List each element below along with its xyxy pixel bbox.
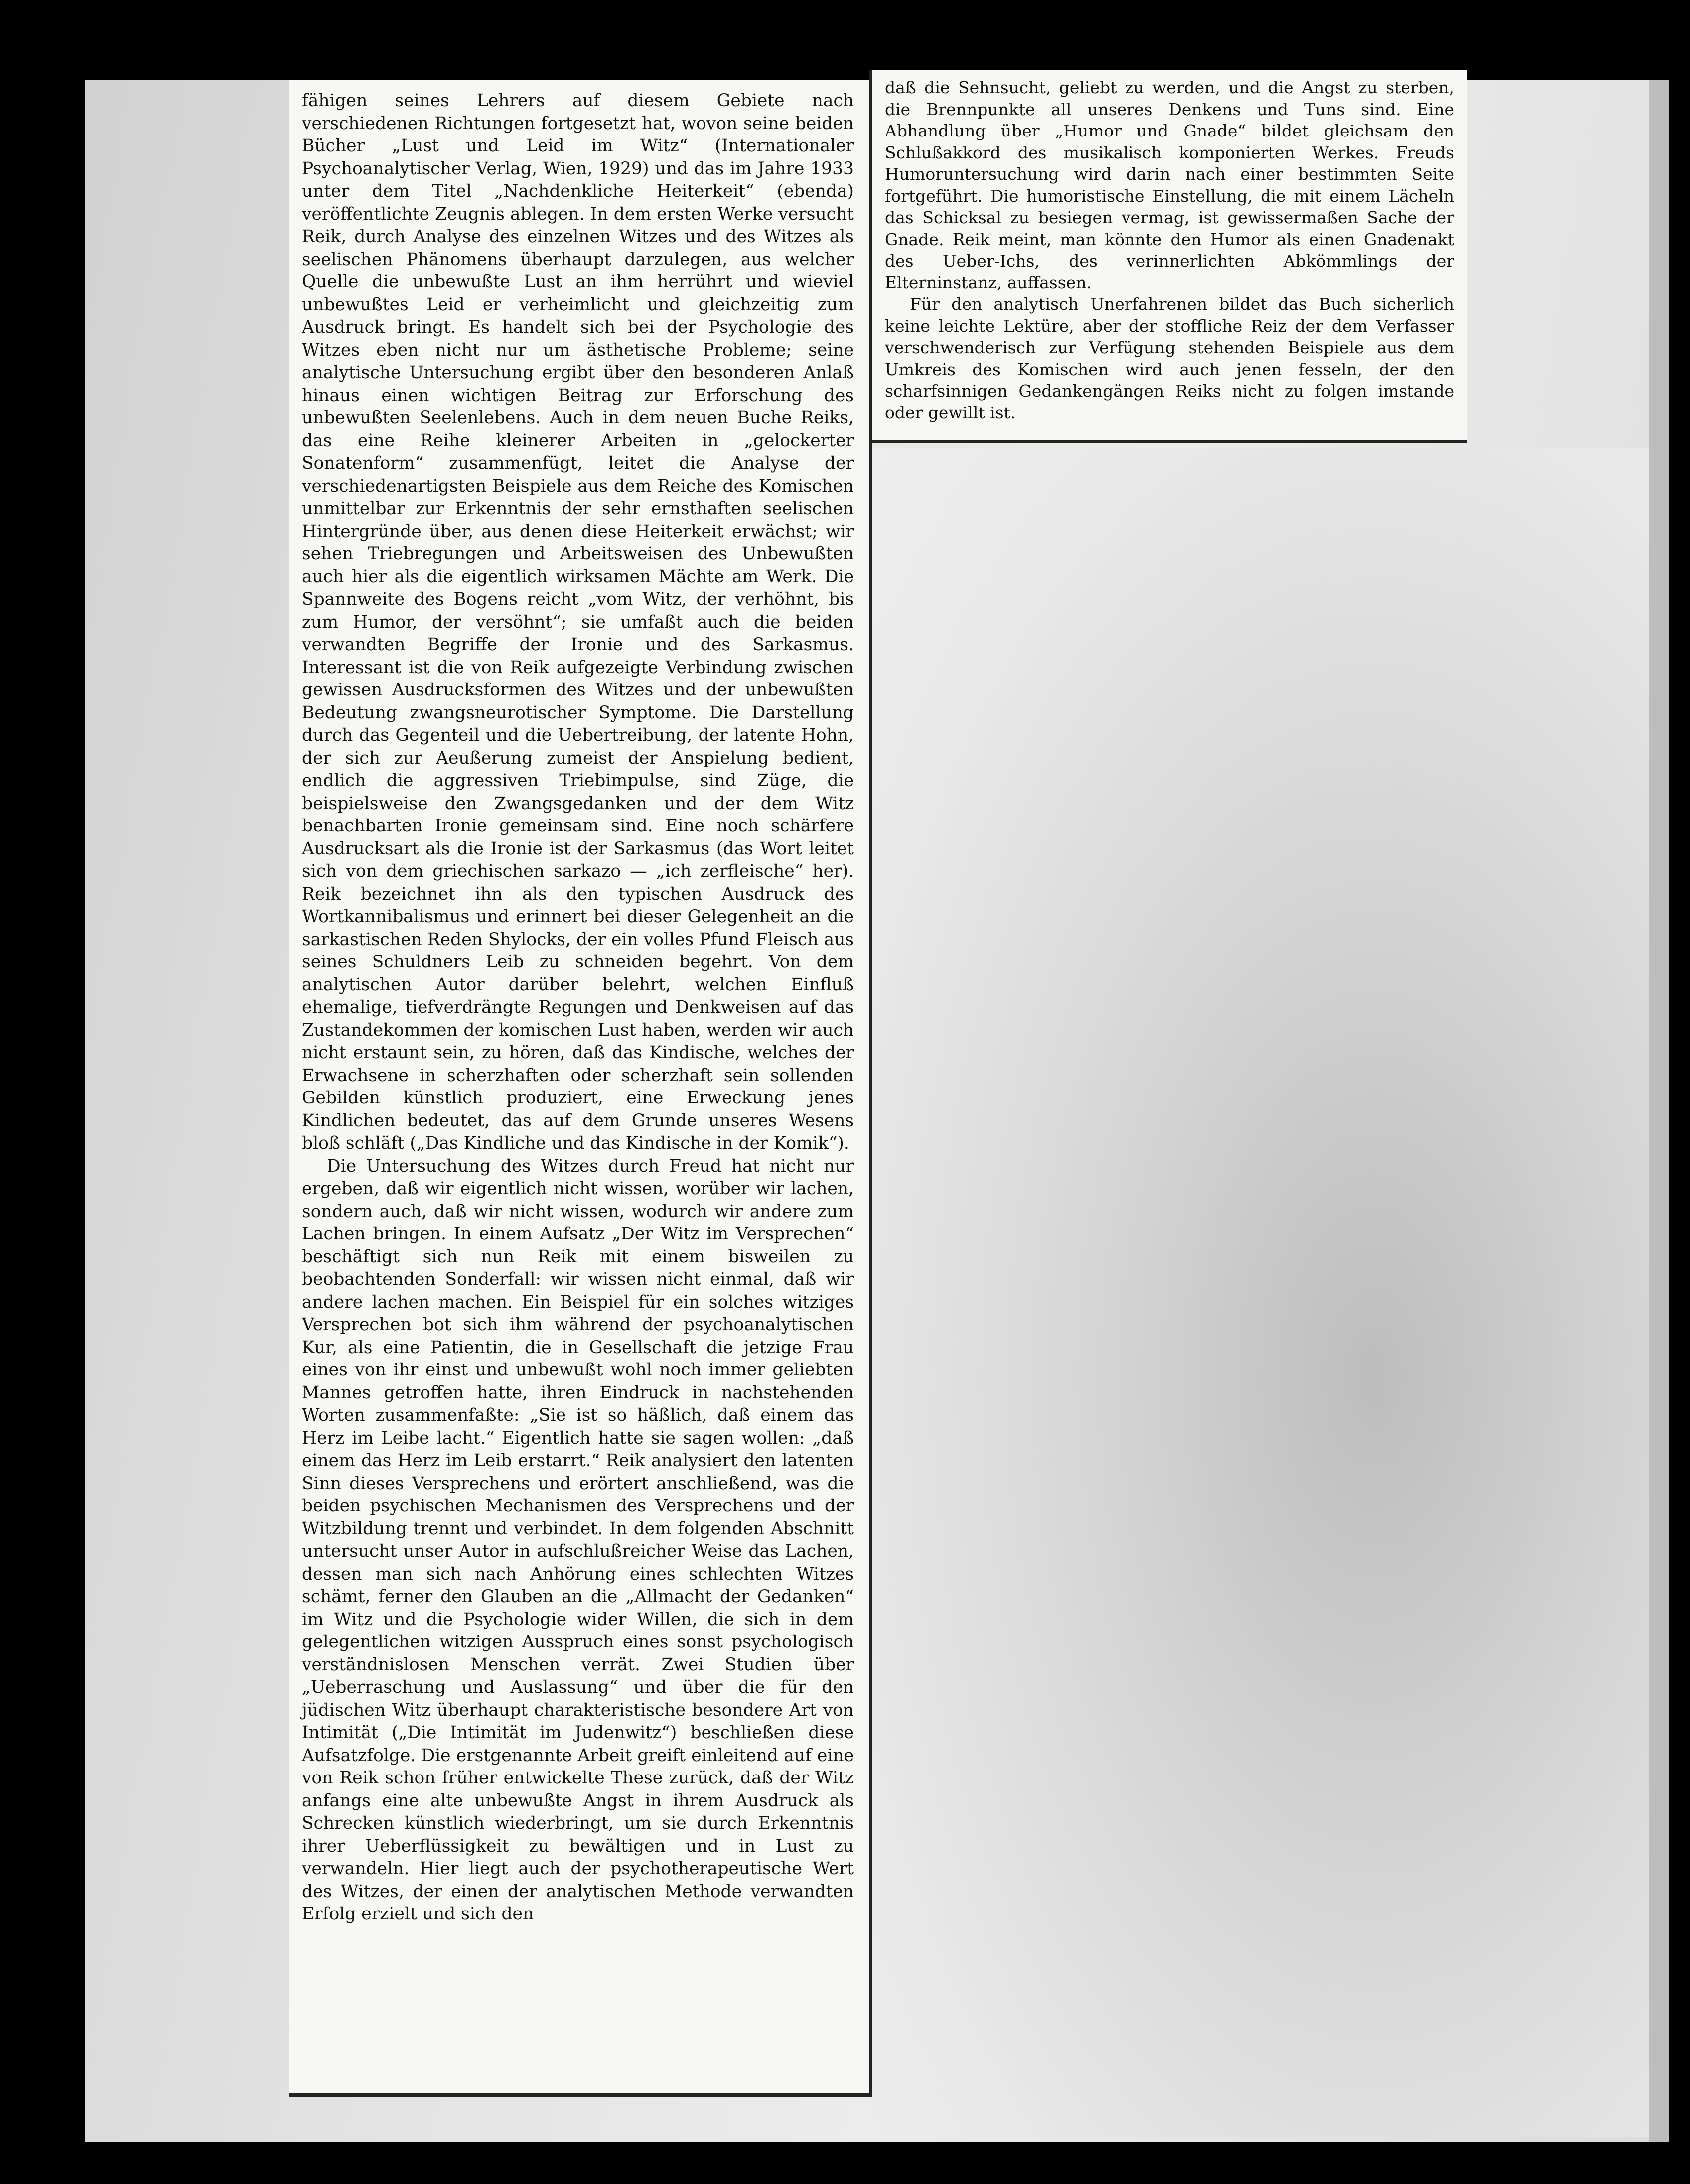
article-paragraph: fähigen seines Lehrers auf diesem Gebiete nach verschiedenen Richtungen fortgesetzt hat, wovon seine beiden Bücher „Lust und Leid im Witz“ (Internationaler Psychoanalytischer Verlag, Wien, 1929) und das im Jahre 1933 unter dem Titel „Nachdenkliche Heiterkeit“ (ebenda) veröffentlichte Zeugnis ablegen. In dem ersten Werke versucht Reik, durch Analyse des einzelnen Witzes und des Witzes als seelischen Phänomens überhaupt darzulegen, aus welcher Quelle die unbewußte Lust an ihm herrührt und wieviel unbewußtes Leid er verheimlicht und gleichzeitig zum Ausdruck bringt. Es handelt sich bei der Psychologie des Witzes eben nicht nur um ästhetische Probleme; seine analytische Untersuchung ergibt über den besonderen Anlaß hinaus einen wichtigen Beitrag zur Erforschung des unbewußten Seelenlebens. Auch in dem neuen Buche Reiks, das eine Reihe kleinerer Arbeiten in „gelockerter Sonatenform“ zusammenfügt, leitet die Analyse der verschiedenartigsten Beispiele aus dem Reiche des Komischen unmittelbar zur Erkenntnis der sehr ernsthaften seelischen Hintergründe über, aus denen diese Heiterkeit erwächst; wir sehen Triebregungen und Arbeitsweisen des Unbewußten auch hier als die eigentlich wirksamen Mächte am Werk. Die Spannweite des Bogens reicht „vom Witz, der verhöhnt, bis zum Humor, der versöhnt“; sie umfaßt auch die beiden verwandten Begriffe der Ironie und des Sarkasmus. Interessant ist die von Reik aufgezeigte Verbindung zwischen gewissen Ausdrucksformen des Witzes und der unbewußten Bedeutung zwangsneurotischer Symptome. Die Darstellung durch das Gegenteil und die Uebertreibung, der latente Hohn, der sich zur Aeußerung zumeist der Anspielung bedient, endlich die aggressiven Triebimpulse, sind Züge, die beispielsweise den Zwangsgedanken und der dem Witz benachbarten Ironie gemeinsam sind. Eine noch schärfere Ausdrucksart als die Ironie ist der Sarkasmus (das Wort leitet sich von dem griechischen sarkazo — „ich zerfleische“ her). Reik bezeichnet ihn als den typischen Ausdruck des Wortkannibalismus und erinnert bei dieser Gelegenheit an die sarkastischen Reden Shylocks, der ein volles Pfund Fleisch aus seines Schuldners Leib zu schneiden begehrt. Von dem analytischen Autor darüber belehrt, welchen Einfluß ehemalige, tiefverdrängte Regungen und Denkweisen auf das Zustandekommen der komischen Lust haben, werden wir auch nicht erstaunt sein, zu hören, daß das Kindische, welches der Erwachsene in scherzhaften oder scherzhaft sein sollenden Gebilden künstlich produziert, eine Erweckung jenes Kindlichen bedeutet, das auf dem Grunde unseres Wesens bloß schläft („Das Kindliche und das Kindische in der Komik“).: [302, 91, 854, 1153]
mount-board-blank-area: [862, 448, 1649, 2137]
article-paragraph: Die Untersuchung des Witzes durch Freud hat nicht nur ergeben, daß wir eigentlich nicht wissen, worüber wir lachen, sondern auch, daß wir nicht wissen, wodurch wir andere zum Lachen bringen. In einem Aufsatz „Der Witz im Versprechen“ beschäftigt sich nun Reik mit einem bisweilen zu beobachtenden Sonderfall: wir wissen nicht einmal, daß wir andere lachen machen. Ein Beispiel für ein solches witziges Versprechen bot sich ihm während der psychoanalytischen Kur, als eine Patientin, die in Gesellschaft die jetzige Frau eines von ihr einst und unbewußt wohl noch immer geliebten Mannes getroffen hatte, ihren Eindruck in nachstehenden Worten zusammenfaßte: „Sie ist so häßlich, daß einem das Herz im Leibe lacht.“ Eigentlich hatte sie sagen wollen: „daß einem das Herz im Leib erstarrt.“ Reik analysiert den latenten Sinn dieses Versprechens und erörtert anschließend, was die beiden psychischen Mechanismen des Versprechens und der Witzbildung trennt und verbindet. In dem folgenden Abschnitt untersucht unser Autor in aufschlußreicher Weise das Lachen, dessen man sich nach Anhörung eines schlechten Witzes schämt, ferner den Glauben an die „Allmacht der Gedanken“ im Witz und die Psychologie wider Willen, die sich in dem gelegentlichen witzigen Ausspruch eines sonst psychologisch verständnislosen Menschen verrät. Zwei Studien über „Ueberraschung und Auslassung“ und über die für den jüdischen Witz überhaupt charakteristische besondere Art von Intimität („Die Intimität im Judenwitz“) beschließen diese Aufsatzfolge. Die erstgenannte Arbeit greift einleitend auf eine von Reik schon früher entwickelte These zurück, daß der Witz anfangs eine alte unbewußte Angst in ihrem Ausdruck als Schrecken künstlich wiederbringt, um sie durch Erkenntnis ihrer Ueberflüssigkeit zu bewältigen und in Lust zu verwandeln. Hier liegt auch der psychotherapeutische Wert des Witzes, der einen der analytischen Methode verwandten Erfolg erzielt und sich den: [302, 1156, 854, 1924]
article-paragraph: Für den analytisch Unerfahrenen bildet das Buch sicherlich keine leichte Lektüre, aber der stoffliche Reiz der dem Verfasser verschwenderisch zur Verfügung stehenden Beispiele aus dem Umkreis des Komischen wird auch jenen fesseln, der den scharfsinnigen Gedankengängen Reiks nicht zu folgen imstande oder gewillt ist.: [885, 294, 1454, 422]
newspaper-clipping-right-column: [869, 70, 1467, 443]
newspaper-clipping-left-column: [289, 80, 872, 2097]
article-paragraph: daß die Sehnsucht, geliebt zu werden, und die Angst zu sterben, die Brennpunkte all unseres Denkens und Tuns sind. Eine Abhandlung über „Humor und Gnade“ bildet gleichsam den Schlußakkord des musikalisch komponierten Werkes. Freuds Humoruntersuchung wird darin nach einer bestimmten Seite fortgeführt. Die humoristische Einstellung, die mit einem Lächeln das Schicksal zu besiegen vermag, ist gewissermaßen Sache der Gnade. Reik meint, man könnte den Humor als einen Gnadenakt des Ueber-Ichs, des verinnerlichten Abkömmlings der Elterninstanz, auffassen.: [885, 78, 1454, 292]
